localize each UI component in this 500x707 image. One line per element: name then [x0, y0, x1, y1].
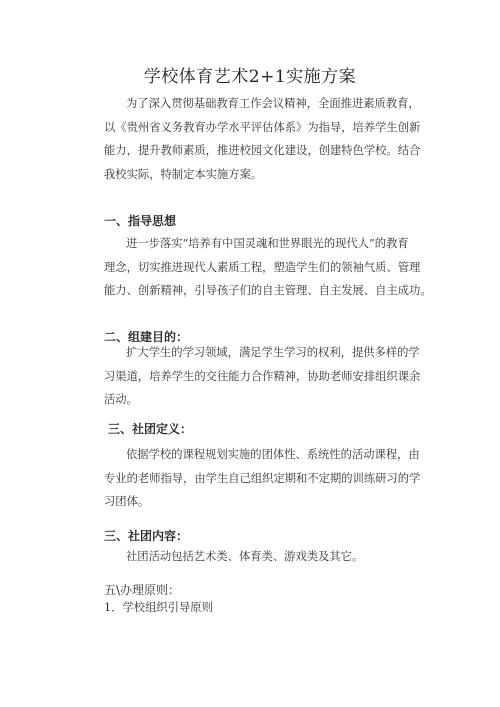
section-heading-principles: 五\办理原则： [104, 583, 181, 597]
section-line: 理念，切实推进现代人素质工程，塑造学生们的领袖气质、管理 [104, 260, 421, 274]
intro-line: 为了深入贯彻基础教育工作会议精神，全面推进素质教育， [126, 97, 420, 110]
intro-paragraph [104, 92, 434, 186]
section-heading-definition: 三、社团定义： [108, 422, 193, 436]
section-line: 专业的老师指导，由学生自己组织定期和不定期的训练研习的学 [104, 471, 421, 485]
document-title: 学校体育艺术2+1实施方案 [143, 67, 357, 87]
section-line: 社团活动包括艺术类、体育类、游戏类及其它。 [126, 550, 364, 563]
section-paragraph-content [104, 545, 434, 569]
intro-line: 以《贵州省义务教育办学水平评估体系》为指导，培养学生创新 [104, 120, 421, 134]
section-line: 扩大学生的学习领域，满足学生学习的权利，提供多样的学 [126, 346, 420, 359]
intro-line: 我校实际，特制定本实施方案。 [104, 167, 263, 181]
intro-line: 能力，提升教师素质，推进校园文化建设，创建特色学校。结合 [104, 144, 421, 157]
section-paragraph-purpose [104, 341, 434, 412]
section-line: 1．学校组织引导原则 [104, 601, 213, 614]
section-line: 习团体。 [104, 495, 150, 508]
section-heading-guiding-ideology: 一、指导思想 [104, 214, 177, 228]
section-paragraph-principles [104, 596, 434, 620]
section-heading-content: 三、社团内容： [104, 529, 189, 543]
section-line: 习渠道，培养学生的交往能力合作精神，协助老师安排组织课余 [104, 369, 421, 383]
section-paragraph-guiding-ideology [104, 232, 434, 303]
section-heading-purpose: 二、组建目的： [104, 330, 189, 344]
section-paragraph-definition [104, 443, 434, 514]
section-line: 依据学校的课程规划实施的团体性、系统性的活动课程，由 [126, 448, 420, 461]
section-line: 活动。 [104, 393, 138, 406]
section-line: 进一步落实“培养有中国灵魂和世界眼光的现代人”的教育 [126, 237, 409, 250]
section-line: 能力、创新精神，引导孩子们的自主管理、自主发展、自主成功。 [104, 284, 432, 297]
